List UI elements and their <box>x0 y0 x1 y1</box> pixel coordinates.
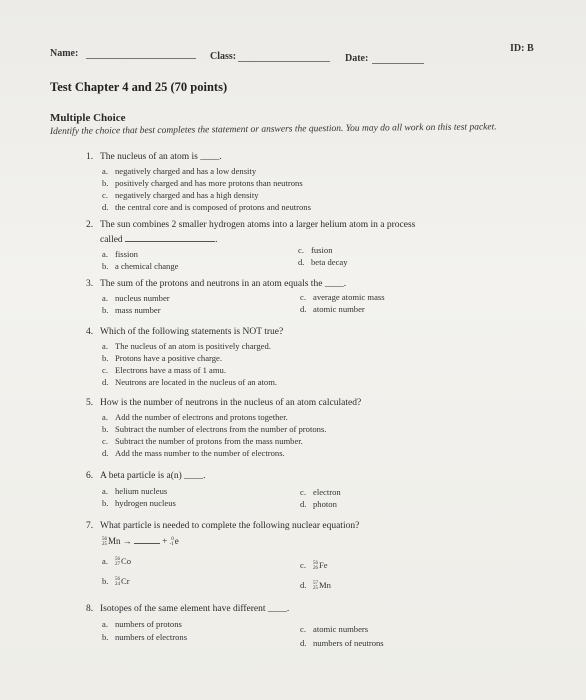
q5-option-d[interactable]: d. Add the mass number to the number of electrons. <box>102 448 285 458</box>
question-5: 5. How is the number of neutrons in the nucleus of an atom calculated? <box>86 398 362 408</box>
q4-option-c[interactable]: c. Electrons have a mass of 1 amu. <box>102 365 226 375</box>
q5-option-a[interactable]: a. Add the number of electrons and protons together. <box>102 412 288 422</box>
date-line <box>372 63 424 64</box>
q3-option-c[interactable]: c. average atomic mass <box>300 292 385 302</box>
q8-option-c[interactable]: c. atomic numbers <box>300 624 369 634</box>
question-2-cont: called . <box>100 235 218 245</box>
q8-option-d[interactable]: d. numbers of neutrons <box>300 638 384 648</box>
q7-option-d[interactable]: d. 57 25 Mn <box>300 580 331 592</box>
question-7: 7. What particle is needed to complete the following nuclear equation? <box>86 521 360 531</box>
section-heading: Multiple Choice <box>50 112 126 124</box>
q2-option-d[interactable]: d. beta decay <box>298 257 348 267</box>
id-label: ID: B <box>510 43 534 54</box>
q5-option-b[interactable]: b. Subtract the number of electrons from the number of protons. <box>102 424 327 434</box>
q3-option-d[interactable]: d. atomic number <box>300 304 365 314</box>
q3-option-a[interactable]: a. nucleus number <box>102 293 170 303</box>
q1-option-c[interactable]: c. negatively charged and has a high density <box>102 190 259 200</box>
question-4: 4. Which of the following statements is NOT true? <box>86 327 284 337</box>
q7-option-a[interactable]: a. 56 27 Co <box>102 556 132 568</box>
q8-option-b[interactable]: b. numbers of electrons <box>102 632 188 642</box>
q1-option-a[interactable]: a. negatively charged and has a low density <box>102 166 257 176</box>
name-label: Name: <box>50 48 79 59</box>
q1-option-b[interactable]: b. positively charged and has more protons than neutrons <box>102 178 303 188</box>
q4-option-b[interactable]: b. Protons have a positive charge. <box>102 353 222 363</box>
class-label: Class: <box>210 51 237 62</box>
q6-option-d[interactable]: d. photon <box>300 499 337 509</box>
nuclear-equation: 56 25 Mn → + 0 -1 e <box>102 536 179 547</box>
q4-option-d[interactable]: d. Neutrons are located in the nucleus of an atom. <box>102 377 278 387</box>
q6-option-b[interactable]: b. hydrogen nucleus <box>102 498 176 508</box>
q5-option-c[interactable]: c. Subtract the number of protons from the mass number. <box>102 436 303 446</box>
q8-option-a[interactable]: a. numbers of protons <box>102 619 182 629</box>
question-2: 2. The sun combines 2 smaller hydrogen atoms into a larger helium atom in a process <box>86 220 416 230</box>
question-8: 8. Isotopes of the same element have different ____. <box>86 604 290 614</box>
q4-option-a[interactable]: a. The nucleus of an atom is positively charged. <box>102 341 271 351</box>
date-label: Date: <box>345 53 369 64</box>
q1-option-d[interactable]: d. the central core and is composed of protons and neutrons <box>102 202 311 212</box>
q7-option-b[interactable]: b. 56 24 Cr <box>102 576 130 588</box>
q6-option-a[interactable]: a. helium nucleus <box>102 486 168 496</box>
q3-option-b[interactable]: b. mass number <box>102 305 161 315</box>
page-title: Test Chapter 4 and 25 (70 points) <box>50 80 228 94</box>
q2-option-a[interactable]: a. fission <box>102 249 138 259</box>
q7-option-c[interactable]: c. 56 26 Fe <box>300 560 328 572</box>
name-line <box>86 58 196 59</box>
question-6: 6. A beta particle is a(n) ____. <box>86 471 206 481</box>
instructions: Identify the choice that best completes the statement or answers the question. You may do all work on this test packet. <box>49 122 497 137</box>
q2-option-c[interactable]: c. fusion <box>298 245 333 255</box>
q2-option-b[interactable]: b. a chemical change <box>102 261 179 271</box>
question-3: 3. The sum of the protons and neutrons in an atom equals the ____. <box>86 279 347 289</box>
q6-option-c[interactable]: c. electron <box>300 487 341 497</box>
class-line <box>238 61 330 62</box>
question-1: 1. The nucleus of an atom is ____. <box>86 152 222 162</box>
